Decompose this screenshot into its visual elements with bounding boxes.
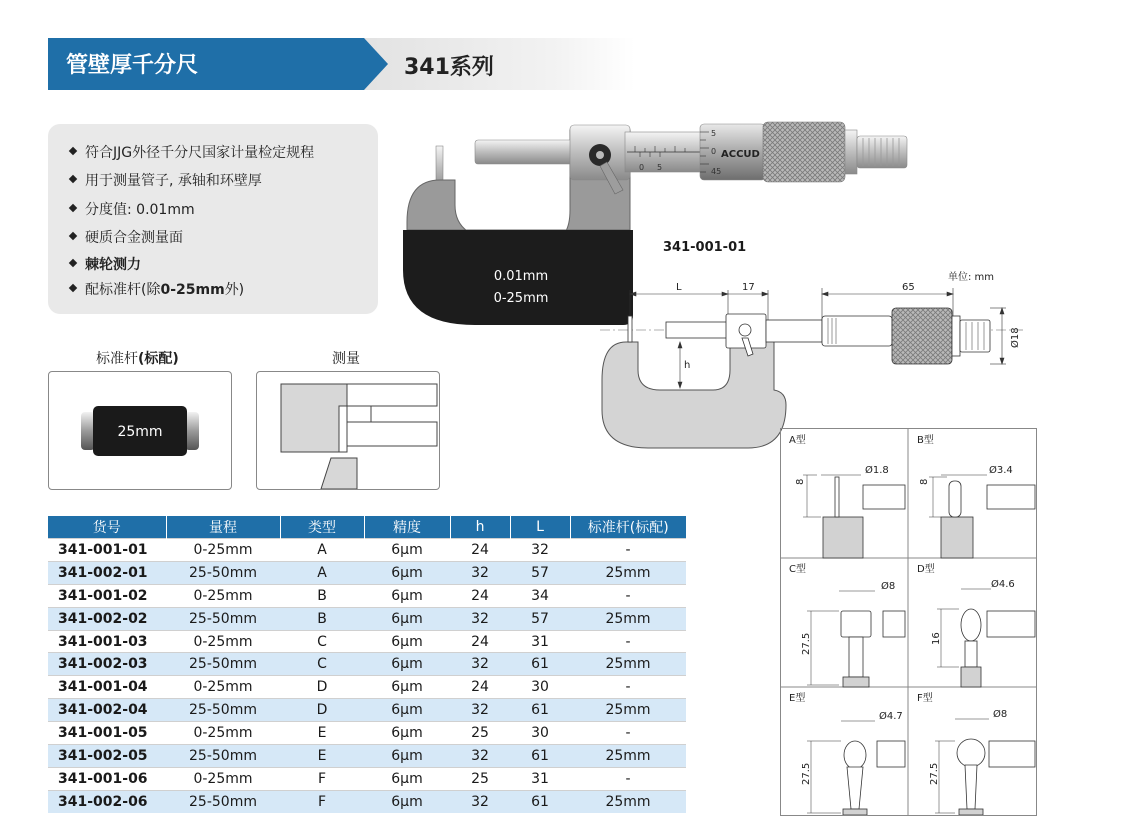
table-cell: 61 [510, 745, 570, 768]
measure-diagram [257, 372, 439, 489]
table-cell: 6μm [364, 699, 450, 722]
table-cell: 25mm [570, 699, 686, 722]
bullet-icon [69, 284, 77, 292]
dim-diameter: Ø18 [1010, 327, 1021, 348]
feature-item: 硬质合金测量面 [70, 227, 183, 247]
table-row [48, 676, 686, 699]
table-cell: 0-25mm [166, 584, 280, 607]
type-c-length: 27.5 [801, 632, 812, 655]
col-header: h [450, 516, 510, 539]
type-d-label: D型 [917, 564, 935, 575]
sleeve-5: 5 [657, 163, 663, 172]
table-cell: 341-002-02 [48, 607, 166, 630]
table-cell: 341-001-01 [48, 539, 166, 562]
table-row [48, 790, 686, 812]
table-cell: 0-25mm [166, 630, 280, 653]
table-cell: 25-50mm [166, 561, 280, 584]
type-e-diameter: Ø4.7 [879, 711, 903, 722]
table-cell: 61 [510, 790, 570, 812]
feature-item: 符合JJG外径千分尺国家计量检定规程 [70, 142, 314, 162]
table-cell: B [280, 584, 364, 607]
table-cell: 31 [510, 767, 570, 790]
table-cell: - [570, 676, 686, 699]
type-f-diameter: Ø8 [993, 709, 1008, 720]
table-cell: 6μm [364, 653, 450, 676]
dim-65: 65 [902, 282, 915, 293]
feature-item: 棘轮测力 [70, 254, 141, 274]
standard-rod-box [48, 371, 232, 490]
table-cell: 6μm [364, 745, 450, 768]
sleeve-0: 0 [639, 163, 645, 172]
table-cell: 32 [450, 790, 510, 812]
table-cell: 25mm [570, 607, 686, 630]
table-cell: 341-002-06 [48, 790, 166, 812]
type-c-diameter: Ø8 [881, 581, 896, 592]
table-cell: C [280, 630, 364, 653]
table-cell: 32 [450, 745, 510, 768]
dim-h: h [684, 360, 691, 371]
type-a-length: 8 [795, 478, 806, 485]
table-row [48, 561, 686, 584]
table-cell: 25-50mm [166, 699, 280, 722]
bullet-icon [69, 204, 77, 212]
standard-rod-label: 25mm [117, 424, 163, 440]
col-header: 标准杆(标配) [570, 516, 686, 539]
table-cell: 32 [510, 539, 570, 562]
table-cell: 25 [450, 767, 510, 790]
table-cell: 6μm [364, 561, 450, 584]
measuring-face-types [780, 428, 1037, 816]
table-row [48, 584, 686, 607]
table-cell: 25mm [570, 745, 686, 768]
type-c-label: C型 [789, 564, 806, 575]
table-cell: A [280, 561, 364, 584]
bullet-icon [69, 175, 77, 183]
table-cell: 341-002-01 [48, 561, 166, 584]
table-cell: 6μm [364, 630, 450, 653]
type-e-label: E型 [789, 693, 806, 704]
col-header: 类型 [280, 516, 364, 539]
table-cell: D [280, 699, 364, 722]
spec-table [48, 516, 686, 813]
table-cell: F [280, 767, 364, 790]
table-cell: 25-50mm [166, 745, 280, 768]
dim-17: 17 [742, 282, 755, 293]
table-cell: 25 [450, 722, 510, 745]
table-cell: - [570, 767, 686, 790]
table-cell: 6μm [364, 607, 450, 630]
table-cell: 32 [450, 607, 510, 630]
table-cell: 30 [510, 676, 570, 699]
table-cell: 6μm [364, 722, 450, 745]
col-header: L [510, 516, 570, 539]
table-cell: 341-002-04 [48, 699, 166, 722]
table-cell: - [570, 539, 686, 562]
table-cell: 32 [450, 561, 510, 584]
table-cell: 25-50mm [166, 653, 280, 676]
table-row [48, 539, 686, 562]
table-cell: 6μm [364, 584, 450, 607]
model-number: 341-001-01 [663, 240, 747, 255]
thimble-5: 5 [711, 129, 717, 138]
table-cell: A [280, 539, 364, 562]
col-header: 精度 [364, 516, 450, 539]
standard-rod-image [49, 372, 231, 489]
table-cell: - [570, 584, 686, 607]
col-header: 货号 [48, 516, 166, 539]
features-box [48, 124, 378, 314]
bullet-icon [69, 259, 77, 267]
measure-caption: 测量 [332, 351, 360, 367]
table-cell: 6μm [364, 676, 450, 699]
feature-item: 分度值: 0.01mm [70, 199, 195, 219]
table-cell: D [280, 676, 364, 699]
measure-box [256, 371, 440, 490]
table-cell: 341-001-05 [48, 722, 166, 745]
table-cell: 32 [450, 653, 510, 676]
table-cell: 6μm [364, 539, 450, 562]
table-cell: B [280, 607, 364, 630]
frame-label-range: 0-25mm [493, 291, 549, 306]
table-cell: 24 [450, 584, 510, 607]
table-cell: 341-002-03 [48, 653, 166, 676]
table-cell: 0-25mm [166, 539, 280, 562]
type-d-length: 16 [931, 632, 942, 645]
table-cell: 34 [510, 584, 570, 607]
table-cell: 341-001-06 [48, 767, 166, 790]
table-cell: 6μm [364, 790, 450, 812]
table-cell: 25-50mm [166, 790, 280, 812]
table-cell: - [570, 630, 686, 653]
table-header-row [48, 516, 686, 539]
table-row [48, 630, 686, 653]
thimble-45: 45 [711, 167, 722, 176]
table-cell: E [280, 745, 364, 768]
page-title: 管壁厚千分尺 [66, 53, 199, 78]
table-cell: 25-50mm [166, 607, 280, 630]
table-row [48, 745, 686, 768]
table-row [48, 653, 686, 676]
table-cell: 61 [510, 653, 570, 676]
table-cell: 341-001-02 [48, 584, 166, 607]
table-cell: E [280, 722, 364, 745]
table-cell: 0-25mm [166, 767, 280, 790]
table-cell: - [570, 722, 686, 745]
feature-item: 用于测量管子, 承轴和环壁厚 [70, 170, 262, 190]
table-cell: 32 [450, 699, 510, 722]
table-cell: 0-25mm [166, 722, 280, 745]
table-cell: 25mm [570, 561, 686, 584]
type-a-label: A型 [789, 435, 806, 446]
types-grid [781, 429, 1036, 815]
table-cell: 341-001-03 [48, 630, 166, 653]
table-row [48, 767, 686, 790]
dim-L: L [676, 282, 682, 293]
table-cell: 31 [510, 630, 570, 653]
standard-rod-caption: 标准杆(标配) [96, 351, 179, 367]
brand-logo: ACCUD [721, 149, 760, 160]
frame-label-resolution: 0.01mm [493, 269, 549, 284]
table-cell: 25mm [570, 790, 686, 812]
header-series-band [360, 38, 635, 90]
table-cell: 0-25mm [166, 676, 280, 699]
table-cell: 341-001-04 [48, 676, 166, 699]
table-cell: 24 [450, 630, 510, 653]
table-cell: 57 [510, 561, 570, 584]
table-cell: 57 [510, 607, 570, 630]
type-d-diameter: Ø4.6 [991, 579, 1015, 590]
type-b-length: 8 [919, 478, 930, 485]
series-title: 341系列 [404, 55, 494, 80]
type-f-length: 27.5 [929, 762, 940, 785]
table-row [48, 722, 686, 745]
table-row [48, 607, 686, 630]
table-cell: 24 [450, 539, 510, 562]
table-cell: 341-002-05 [48, 745, 166, 768]
table-cell: 61 [510, 699, 570, 722]
type-b-diameter: Ø3.4 [989, 465, 1013, 476]
unit-label: 单位: mm [948, 272, 995, 283]
type-e-length: 27.5 [801, 762, 812, 785]
type-b-label: B型 [917, 435, 934, 446]
type-a-diameter: Ø1.8 [865, 465, 889, 476]
feature-item: 配标准杆(除0-25mm外) [70, 279, 244, 299]
table-cell: 30 [510, 722, 570, 745]
type-f-label: F型 [917, 693, 933, 704]
thimble-0: 0 [711, 147, 717, 156]
bullet-icon [69, 147, 77, 155]
table-cell: C [280, 653, 364, 676]
col-header: 量程 [166, 516, 280, 539]
table-cell: F [280, 790, 364, 812]
table-cell: 25mm [570, 653, 686, 676]
bullet-icon [69, 232, 77, 240]
table-cell: 6μm [364, 767, 450, 790]
table-row [48, 699, 686, 722]
table-cell: 24 [450, 676, 510, 699]
